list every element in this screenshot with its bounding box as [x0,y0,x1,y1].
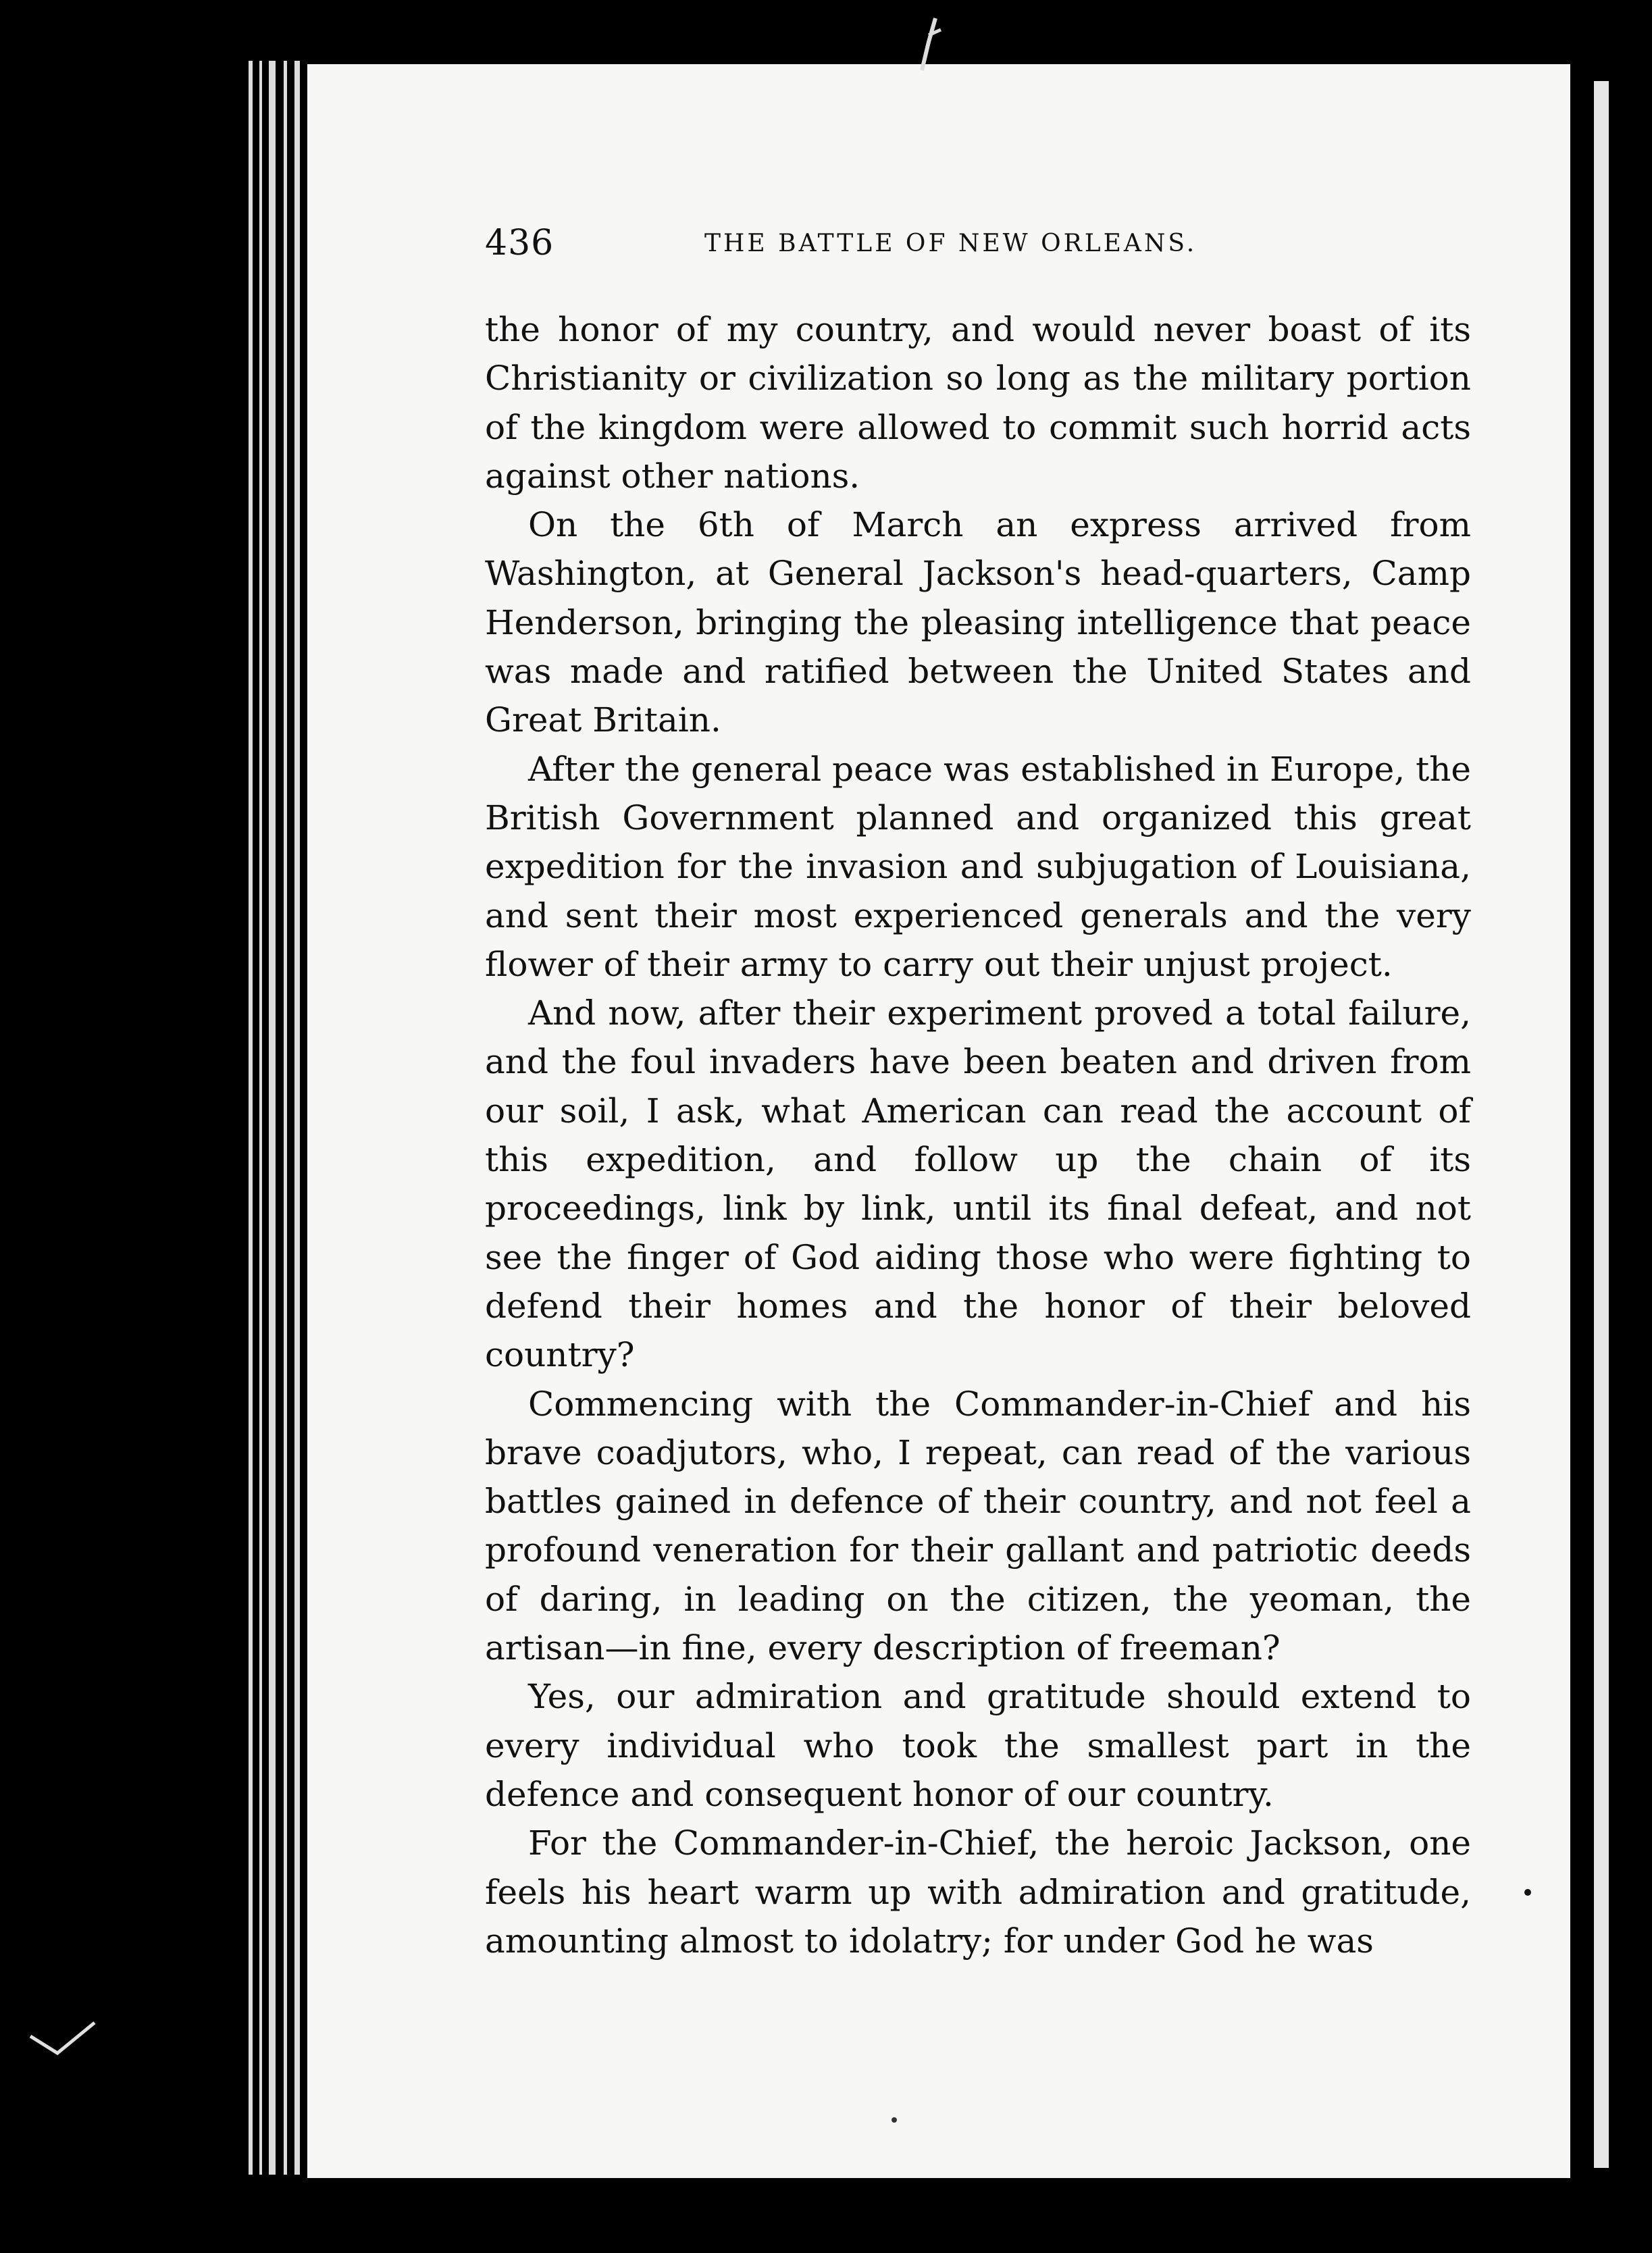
margin-tick-mark [27,2016,101,2063]
speck [892,2117,897,2123]
paragraph: On the 6th of March an express arrived from Washington, at General Jackson's head-quarters, Camp Henderson, bringing the pleasing intelligence that peace was made and ratified between the United States and Great Britain. [485,505,1471,740]
page-gutter-shadow [1570,64,1594,2178]
page-number: 436 [485,223,554,263]
running-title: THE BATTLE OF NEW ORLEANS. [704,230,1197,257]
facing-page-edge [1594,81,1609,2168]
scan-mark [908,15,949,76]
body-text [485,305,1471,1965]
paragraph: For the Commander-in-Chief, the heroic Jackson, one feels his heart warm up with admiration and gratitude, amounting almost to idolatry; for under God he was [485,1823,1471,1961]
paragraph: After the general peace was established in Europe, the British Government planned and organized this great expedition for the invasion and subjugation of Louisiana, and sent their most experienced generals and the very flower of their army to carry out their unjust project. [485,749,1471,984]
running-head [485,223,1241,263]
paragraph: the honor of my country, and would never boast of its Christianity or civilization so long as the military portion of the kingdom were allowed to commit such horrid acts against other nations. [485,310,1471,496]
paragraph: Commencing with the Commander-in-Chief and his brave coadjutors, who, I repeat, can read of the various battles gained in defence of their country, and not feel a profound veneration for their gallant and patriotic deeds of daring, in leading on the citizen, the yeoman, the artisan—in fine, every description of freeman? [485,1384,1471,1668]
book-binding-edge [243,61,311,2175]
paragraph: Yes, our admiration and gratitude should extend to every individual who took the smallest part in the defence and consequent honor of our country. [485,1677,1471,1814]
speck [1524,1889,1531,1896]
paragraph: And now, after their experiment proved a total failure, and the foul invaders have been beaten and driven from our soil, I ask, what American can read the account of this expedition, and follow up the chain of its proceedings, link by link, until its final defeat, and not see the finger of God aiding those who were fighting to defend their homes and the honor of their beloved country? [485,993,1471,1375]
